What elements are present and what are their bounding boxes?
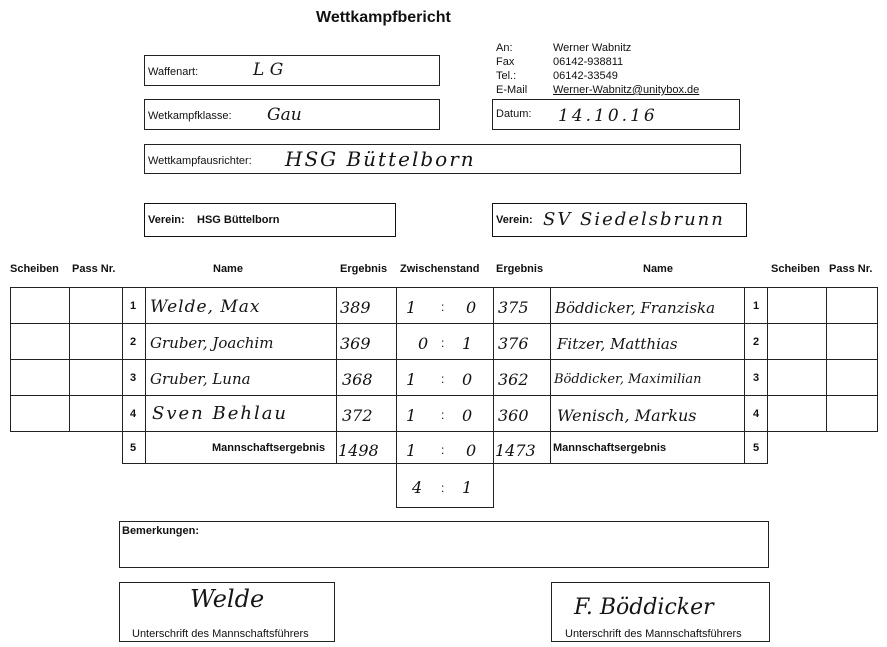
row-number-right: 1 bbox=[752, 300, 760, 312]
total-number-left: 5 bbox=[129, 442, 137, 454]
signature-left[interactable] bbox=[119, 582, 335, 642]
left-score[interactable]: 369 bbox=[340, 334, 371, 353]
signature-left-caption: Unterschrift des Mannschaftsführers bbox=[132, 628, 309, 640]
remarks-box[interactable] bbox=[119, 521, 769, 568]
total-z-right[interactable]: 0 bbox=[466, 441, 477, 460]
signature-left-mark: Welde bbox=[190, 585, 265, 613]
signature-right-mark: F. Böddicker bbox=[574, 595, 714, 620]
team-right-value: SV Siedelsbrunn bbox=[543, 209, 725, 230]
email-value[interactable]: Werner-Wabnitz@unitybox.de bbox=[553, 84, 700, 96]
row-number-left: 4 bbox=[129, 408, 137, 420]
z-left[interactable]: 1 bbox=[406, 298, 417, 317]
an-label: An: bbox=[496, 42, 513, 54]
right-score[interactable]: 362 bbox=[498, 370, 529, 389]
right-name[interactable]: Böddicker, Maximilian bbox=[554, 372, 702, 387]
total-label-right: Mannschaftsergebnis bbox=[553, 442, 667, 454]
header-scheiben-right: Scheiben bbox=[771, 263, 820, 275]
right-score[interactable]: 376 bbox=[498, 334, 529, 353]
row-number-left: 3 bbox=[129, 372, 137, 384]
klasse-value: Gau bbox=[267, 105, 302, 125]
row-number-left: 2 bbox=[129, 336, 137, 348]
header-pass-left: Pass Nr. bbox=[72, 263, 116, 275]
email-label: E-Mail bbox=[496, 84, 528, 96]
final-left[interactable]: 4 bbox=[412, 478, 423, 497]
waffenart-value: L G bbox=[253, 60, 284, 80]
row-number-left: 1 bbox=[129, 300, 137, 312]
team-left-value: HSG Büttelborn bbox=[197, 214, 280, 226]
header-pass-right: Pass Nr. bbox=[829, 263, 873, 275]
page-title: Wettkampfbericht bbox=[316, 9, 451, 26]
an-value: Werner Wabnitz bbox=[553, 42, 632, 54]
ausrichter-field[interactable] bbox=[144, 144, 741, 174]
final-right[interactable]: 1 bbox=[462, 478, 473, 497]
left-score[interactable]: 389 bbox=[340, 298, 371, 317]
klasse-label: Wetkampfklasse: bbox=[148, 110, 232, 122]
z-right[interactable]: 0 bbox=[466, 298, 477, 317]
right-score[interactable]: 375 bbox=[498, 298, 529, 317]
team-right[interactable] bbox=[492, 203, 747, 237]
total-right-score[interactable]: 1473 bbox=[495, 441, 536, 460]
klasse-field[interactable] bbox=[144, 99, 440, 130]
row-number-right: 3 bbox=[752, 372, 760, 384]
header-ergebnis-right: Ergebnis bbox=[496, 263, 544, 275]
left-name[interactable]: Gruber, Luna bbox=[150, 370, 251, 388]
left-name[interactable]: Welde, Max bbox=[150, 297, 261, 317]
z-left[interactable]: 1 bbox=[406, 406, 417, 425]
header-name-left: Name bbox=[213, 263, 243, 275]
z-right[interactable]: 0 bbox=[462, 406, 473, 425]
total-label-left: Mannschaftsergebnis bbox=[212, 442, 326, 454]
tel-label: Tel.: bbox=[496, 70, 517, 82]
right-name[interactable]: Wenisch, Markus bbox=[557, 406, 697, 425]
signature-right-caption: Unterschrift des Mannschaftsführers bbox=[565, 628, 742, 640]
header-ergebnis-left: Ergebnis bbox=[340, 263, 388, 275]
right-name[interactable]: Fitzer, Matthias bbox=[557, 335, 678, 353]
fax-label: Fax bbox=[496, 56, 515, 68]
team-left-label: Verein: bbox=[148, 214, 185, 226]
z-right[interactable]: 1 bbox=[462, 334, 473, 353]
header-scheiben-left: Scheiben bbox=[10, 263, 59, 275]
left-score[interactable]: 372 bbox=[342, 406, 373, 425]
header-name-right: Name bbox=[643, 263, 673, 275]
waffenart-label: Waffenart: bbox=[148, 66, 199, 78]
remarks-label: Bemerkungen: bbox=[122, 525, 200, 537]
z-right[interactable]: 0 bbox=[462, 370, 473, 389]
left-name[interactable]: Sven Behlau bbox=[152, 403, 289, 424]
row-number-right: 4 bbox=[752, 408, 760, 420]
right-name[interactable]: Böddicker, Franziska bbox=[555, 299, 716, 317]
ausrichter-value: HSG Büttelborn bbox=[285, 147, 476, 171]
datum-value: 14.10.16 bbox=[558, 106, 658, 126]
team-right-label: Verein: bbox=[496, 214, 533, 226]
waffenart-field[interactable] bbox=[144, 55, 440, 86]
fax-value: 06142-938811 bbox=[553, 56, 624, 68]
right-score[interactable]: 360 bbox=[498, 406, 529, 425]
ausrichter-label: Wettkampfausrichter: bbox=[148, 155, 252, 167]
header-zwischenstand: Zwischenstand bbox=[400, 263, 480, 275]
z-left[interactable]: 1 bbox=[406, 370, 417, 389]
datum-label: Datum: bbox=[496, 108, 532, 120]
total-number-right: 5 bbox=[752, 442, 760, 454]
tel-value: 06142-33549 bbox=[553, 70, 618, 82]
left-score[interactable]: 368 bbox=[342, 370, 373, 389]
total-left-score[interactable]: 1498 bbox=[338, 441, 379, 460]
z-left[interactable]: 0 bbox=[418, 334, 429, 353]
signature-right[interactable] bbox=[551, 582, 770, 642]
row-number-right: 2 bbox=[752, 336, 760, 348]
team-left[interactable] bbox=[144, 203, 396, 237]
total-z-left[interactable]: 1 bbox=[406, 441, 417, 460]
left-name[interactable]: Gruber, Joachim bbox=[150, 334, 274, 352]
datum-field[interactable] bbox=[492, 99, 740, 130]
